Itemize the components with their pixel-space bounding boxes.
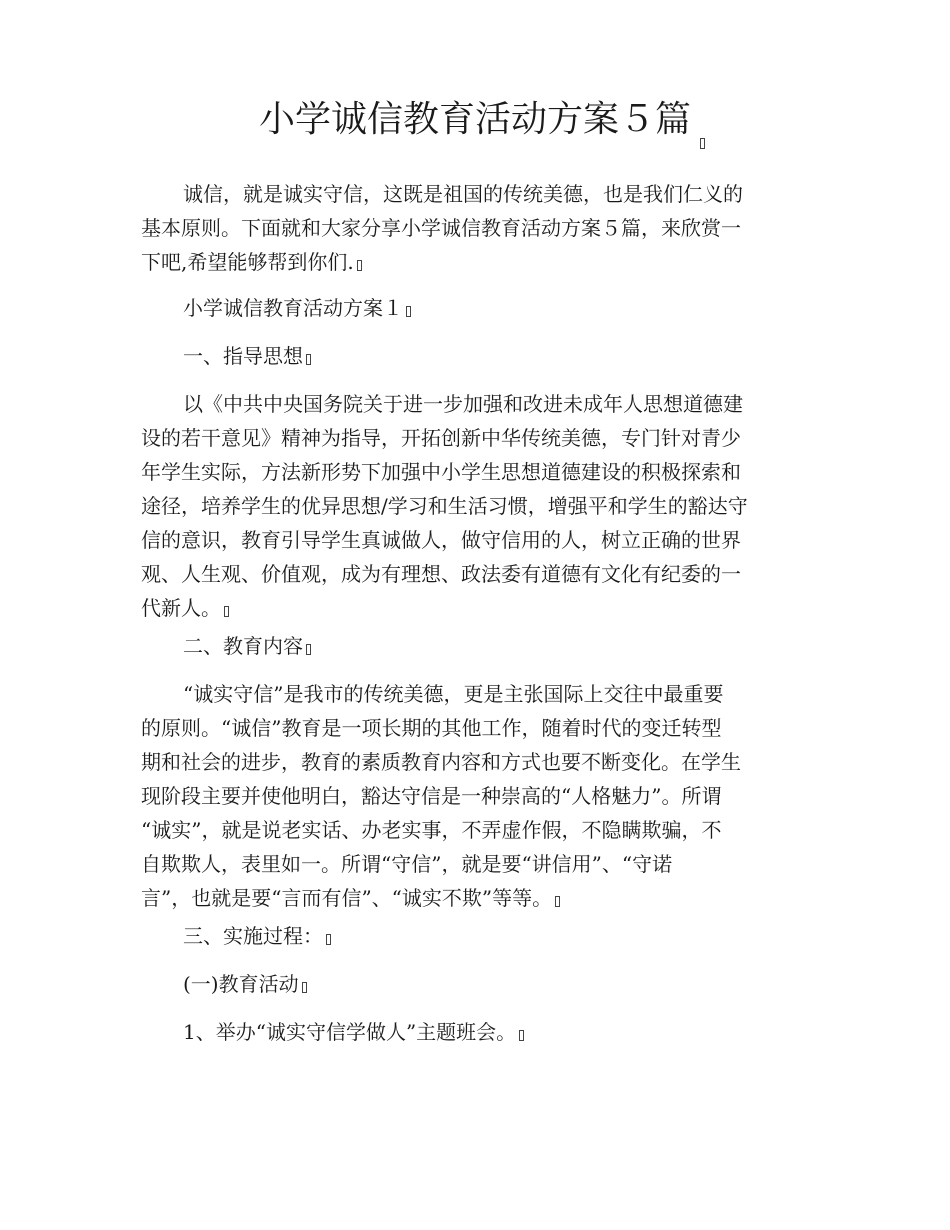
para-1-line: 信的意识，教育引导学生真诚做人，做守信用的人，树立正确的世界	[141, 528, 741, 552]
para-2-line: 自欺欺人，表里如一。所谓“守信”，就是要“讲信用”、“守诺	[141, 852, 673, 876]
section-heading	[141, 291, 801, 325]
para-1-line: 年学生实际，方法新形势下加强中小学生思想道德建设的积极探索和	[141, 460, 741, 484]
paragraph-mark-icon	[302, 982, 307, 993]
heading-education-activity	[141, 967, 801, 1001]
paragraph-mark-icon	[306, 354, 311, 365]
para-2-line: 的原则。“诚信”教育是一项长期的其他工作，随着时代的变迁转型	[141, 716, 722, 740]
paragraph-mark-icon	[406, 306, 411, 317]
heading-3-1-text: (一)教育活动	[183, 972, 299, 996]
para-2-line: 期和社会的进步，教育的素质教育内容和方式也要不断变化。在学生	[141, 750, 741, 774]
intro-line: 诚信，就是诚实守信，这既是祖国的传统美德，也是我们仁义的	[183, 182, 743, 206]
paragraph-mark-icon	[700, 138, 705, 149]
para-1-line: 设的若干意见》精神为指导，开拓创新中华传统美德，专门针对青少	[141, 426, 741, 450]
para-2-line: 现阶段主要并使他明白，豁达守信是一种崇高的“人格魅力”。所谓	[141, 784, 722, 808]
para-1-line: 观、人生观、价值观，成为有理想、政法委有道德有文化有纪委的一	[141, 562, 741, 586]
para-1-line: 代新人。	[141, 596, 221, 620]
para-2-line: “诚实”，就是说老实话、办老实事，不弄虚作假，不隐瞒欺骗，不	[141, 818, 722, 842]
paragraph-mark-icon	[224, 606, 229, 617]
section-heading-text: 小学诚信教育活动方案１	[183, 296, 403, 320]
heading-education-content	[141, 629, 801, 663]
para-2-line: “诚实守信”是我市的传统美德，更是主张国际上交往中最重要	[183, 682, 724, 706]
item-1-text: 1、举办“诚实守信学做人”主题班会。	[183, 1020, 517, 1044]
heading-guiding-thought	[141, 339, 801, 373]
paragraph-mark-icon	[555, 896, 560, 907]
para-2-line: 言”，也就是要“言而有信”、“诚实不欺”等等。	[141, 886, 553, 910]
paragraph-mark-icon	[306, 644, 311, 655]
heading-implementation	[141, 919, 801, 953]
education-content-paragraph	[141, 677, 801, 915]
guiding-thought-paragraph	[141, 387, 801, 625]
paragraph-mark-icon	[519, 1030, 524, 1041]
intro-line: 基本原则。下面就和大家分享小学诚信教育活动方案５篇，来欣赏一	[141, 216, 741, 240]
paragraph-mark-icon	[326, 934, 331, 945]
activity-item-1	[141, 1015, 801, 1049]
intro-paragraph	[141, 177, 801, 279]
document-title: 小学诚信教育活动方案５篇	[258, 99, 691, 140]
heading-3-text: 三、实施过程：	[183, 924, 323, 948]
heading-1-text: 一、指导思想	[183, 344, 303, 368]
paragraph-mark-icon	[357, 260, 362, 271]
intro-line: 下吧,希望能够帮到你们.	[141, 250, 354, 274]
para-1-line: 以《中共中央国务院关于进一步加强和改进未成年人思想道德建	[183, 392, 743, 416]
para-1-line: 途径，培养学生的优异思想/学习和生活习惯，增强平和学生的豁达守	[141, 494, 748, 518]
heading-2-text: 二、教育内容	[183, 634, 303, 658]
